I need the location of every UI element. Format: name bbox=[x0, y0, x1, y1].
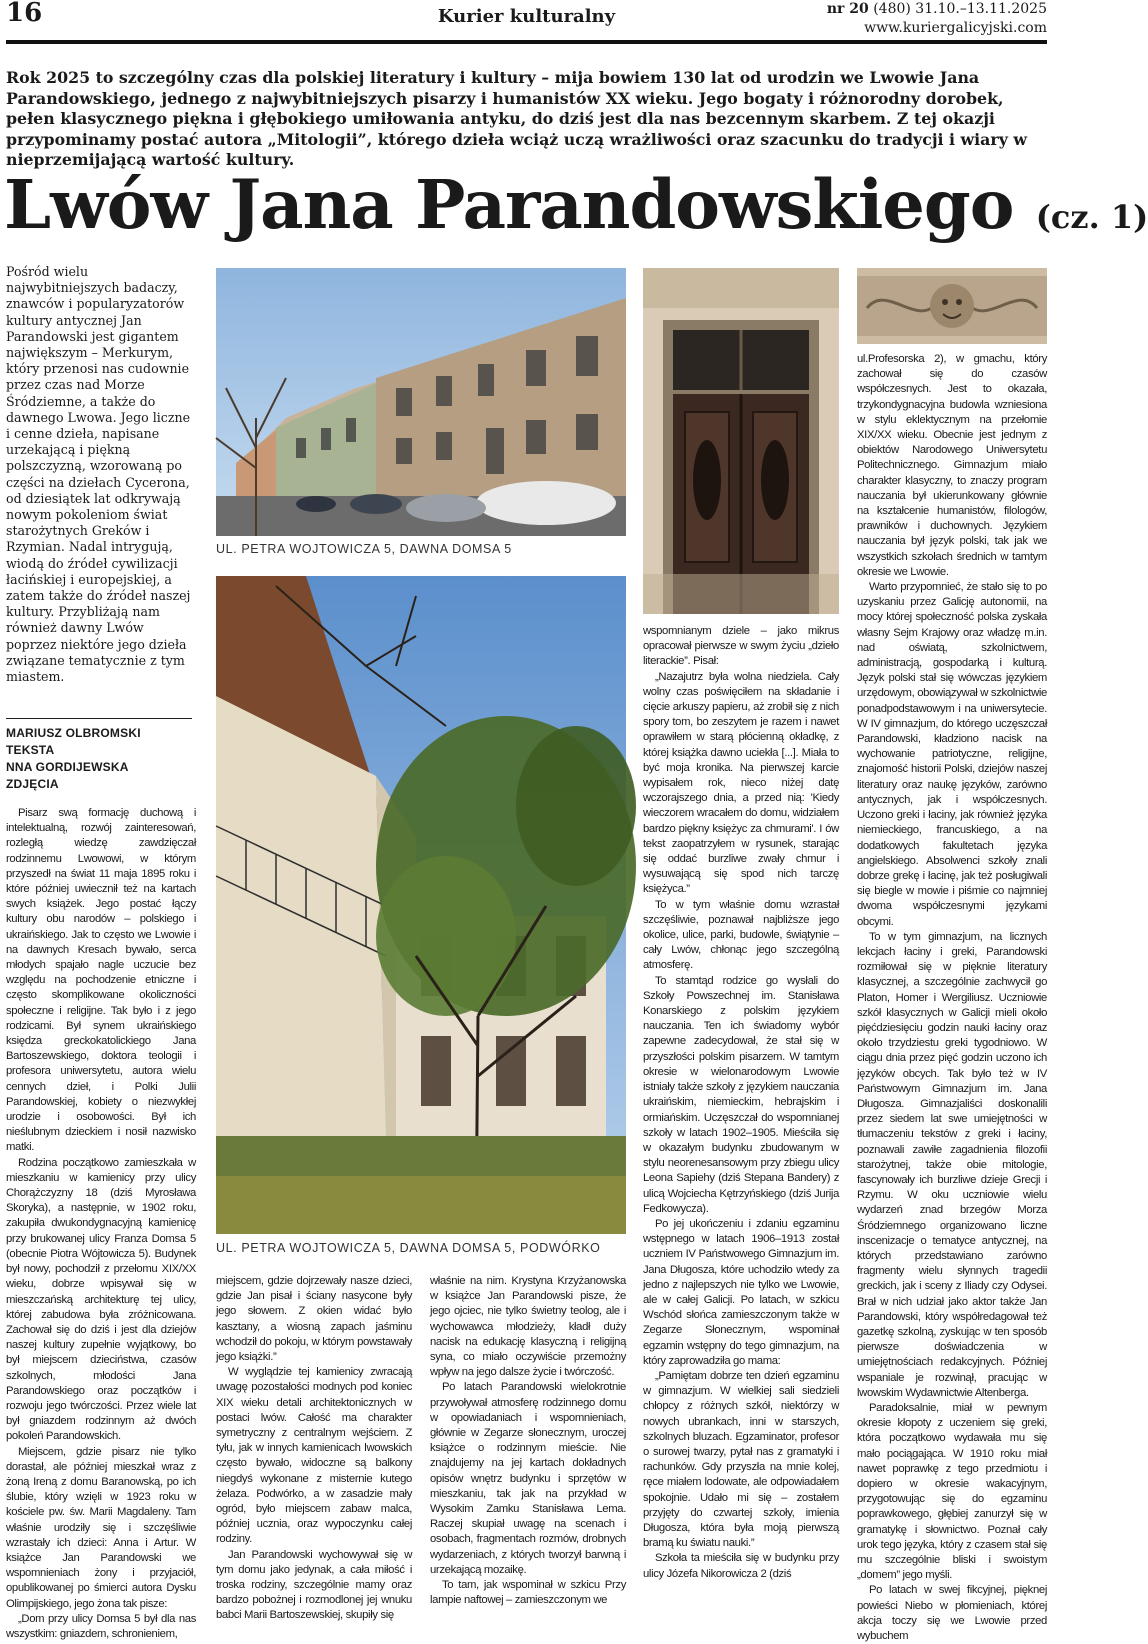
paragraph: wspomnianym dziele – jako mikrus opracował pierwsze w swym życiu „dzieło literackie”. Pisał: bbox=[643, 625, 839, 668]
paragraph: Miejscem, gdzie pisarz nie tylko dorastał, ale później mieszkał wraz z żoną Ireną z domu Baranowską, po ich ślubie, który wzięli w 1923 roku w kościele pw. św. Marii Magdaleny. Tam właśnie urodziły się i szczęśliwie wzrastały ich dzieci: Anna i Artur. W książce Jan Parandowski we wspomnieniach żony i przyjaciół, opublikowanej po śmierci autora Dysku Olimpijskiego, jego żona tak pisze: bbox=[6, 1445, 196, 1610]
website-link[interactable]: www.kuriergalicyjski.com bbox=[864, 20, 1047, 36]
photo1-caption: UL. PETRA WOJTOWICZA 5, DAWNA DOMSA 5 bbox=[216, 542, 512, 556]
column-2 bbox=[216, 1274, 412, 1628]
issue-number: nr 20 bbox=[826, 1, 869, 17]
paragraph: Rodzina początkowo zamieszkała w mieszkaniu w kamienicy przy ulicy Chorążczyzny 18 (dziś Myrosława Skoryka), a następnie, w 1902 roku, zakupiła dwukondygnacyjną kamienicę przy brukowanej ulicy Franza Domsa 5 (obecnie Piotra Wójtowicza 5). Budynek był nowy, pochodził z przełomu XIX/XX wieku, dobrze wpisywał się w mieszczańską architekturę tej ulicy, której zabudowa była zróżnicowana. Zachował się do dziś i jest dla dziejów naszej kultury zupełnie wyjątkowy, bo był miejscem dzieciństwa, czasów szkolnych, młodości Jana Parandowskiego oraz początków i rozwoju jego twórczości. Przez wiele lat był gniazdem rodzinnym aż dwóch pokoleń Parandowskich. bbox=[6, 1156, 196, 1443]
paragraph: To stamtąd rodzice go wysłali do Szkoły Powszechnej im. Stanisława Konarskiego z polskim językiem nauczania. Ten ich świadomy wybór zapewne zadecydował, że stał się w przyszłości polskim pisarzem. W tamtym okresie w wielonarodowym Lwowie istniały także szkoły z językiem nauczania ukraińskim, niemieckim, hebrajskim i ormiańskim. Uczęszczał do wspomnianej szkoły w latach 1902–1905. Mieściła się w okazałym budynku zbudowanym w stylu neorenesansowym przy zbiegu ulicy Leona Sapiehy (dziś Stepana Bandery) z ulicą Wojciecha Kętrzyńskiego (dziś Jurija Fedkowycza). bbox=[643, 974, 839, 1215]
intro-divider bbox=[6, 718, 192, 719]
photographer-name: NNA GORDIJEWSKA bbox=[6, 760, 129, 774]
page-header bbox=[6, 0, 1047, 44]
photo-carved-door bbox=[643, 268, 839, 614]
author-role: TEKSTA bbox=[6, 743, 55, 757]
photographer-role: ZDJĘCIA bbox=[6, 777, 59, 791]
paragraph: Warto przypomnieć, że stało się to po uzyskaniu przez Galicję autonomii, na mocy której społeczność polska zyskała własny Sejm Krajowy oraz władzę m.in. nad oświatą, szkolnictwem, administracją, gospodarką i kulturą. Język polski stał się wówczas językiem urzędowym, obowiązywał w szkolnictwie ponadpodstawowym i na uniwersytecie. W IV gimnazjum, do którego uczęszczał Parandowski, kładziono nacisk na wychowanie patriotyczne, religijne, znajomość historii Polski, dziejów naszej literatury oraz naukę języków, zarówno antycznych, jak i współczesnych. Uczono greki i łaciny, jak również języka niemieckiego, francuskiego, a na dodatkowych fakultetach języka angielskiego. Absolwenci szkoły znali dobrze grekę i łacinę, jak też posługiwali się biegle w mowie i piśmie co najmniej dwoma współczesnymi językami obcymi. bbox=[857, 581, 1047, 928]
paragraph: To tam, jak wspominał w szkicu Przy lampie naftowej – zamieszczonym we bbox=[430, 1579, 626, 1607]
paragraph: To w tym gimnazjum, na licznych lekcjach łaciny i greki, Parandowski rozmiłował się w pięknie literatury klasycznej, a szczególnie zachwycił go Platon, Homer i Wergiliusz. Uczniowie szkół klasycznych w Galicji mieli około pięćdziesięciu godzin nauki łaciny oraz około trzydziestu greki tygodniowo. W ciągu dnia przez pięć godzin uczono ich języków obcych. Tak było też w IV Państwowym Gimnazjum im. Jana Długosza. Gimnazjaliści doskonalili przez siedem lat swe umiejętności w tłumaczeniu tekstów z greki i łaciny, poznawali zawiłe zagadnienia filozofii starożytnej, także obie mitologie, fascynowały ich burzliwe dzieje Grecji i Rzymu. W oku uczniowie wielu wydarzeń znad brzegów Morza Śródziemnego organizowano liczne inscenizacje o tematyce antycznej, na których przedstawiano zarówno fragmenty wielu słynnych tragedii greckich, jak i sceny z Iliady czy Odysei. Brał w nich udział jako aktor także Jan Parandowski, który współredagował też gazetkę szkolną, zyskując w ten sposób pierwsze doświadczenia w umiejętnościach redakcyjnych. Później wspaniale je rozwinął, pracując w lwowskim Wydawnictwie Altenberga. bbox=[857, 930, 1047, 1399]
article-lead: Rok 2025 to szczególny czas dla polskiej literatury i kultury – mija bowiem 130 lat od urodzin we Lwowie Jana Parandowskiego, jednego z najwybitniejszych pisarzy i humanistów XX wieku. Jego bogaty i różnorodny dorobek, pełen klasycznego piękna i głębokiego umiłowania antyku, do dziś jest dla nas bezcennym skarbem. Z tej okazji przypominamy postać autora „Mitologii”, którego dzieła wciąż uczą wrażliwości oraz szacunku do tradycji i wiary w nieprzemijającą wartość kultury. bbox=[6, 68, 1027, 169]
photo2-caption: UL. PETRA WOJTOWICZA 5, DAWNA DOMSA 5, PODWÓRKO bbox=[216, 1241, 601, 1255]
paragraph: W wyglądzie tej kamienicy zwracają uwagę pozostałości modnych pod koniec XIX wieku detali architektonicznych w postaci lwów. Całość ma charakter symetryczny z centralnym wejściem. Z tyłu, jak w innych kamienicach lwowskich często bywało, widoczne są balkony niegdyś wykonane z misternie kutego żelaza. Podwórko, a w zasadzie mały ogród, było miejscem zabaw malca, później ucznia, oraz wypoczynku całej rodziny. bbox=[216, 1366, 412, 1546]
photo-street-facade bbox=[216, 268, 626, 536]
issue-info bbox=[827, 0, 1047, 38]
headline-title: Lwów Jana Parandowskiego bbox=[4, 165, 1014, 244]
column-4 bbox=[643, 624, 839, 1628]
paragraph: „Nazajutrz była wolna niedziela. Cały wolny czas poświęciłem na składanie i cięcie arkuszy papieru, aż zrobił się z nich spory tom, bo zeszytem je razem i nawet oprawiłem w starą płócienną okładkę, z której książka dawno uciekła [...]. Miała to być moja kronika. Na pierwszej karcie wypisałem rok, nieco niżej datę wczorajszego dnia, a przed nią: 'Kiedy wieczorem wracałem do domu, widziałem bardzo piękny księżyc za chmurami'. I ów tekst zaopatrzyłem w rysunek, starając się oddać burzliwe zwały chmur i wysuwającą się spod nich tarczę księżyca.” bbox=[643, 670, 839, 896]
paragraph: Po jej ukończeniu i zdaniu egzaminu wstępnego w latach 1906–1913 został uczniem IV Państwowego Gimnazjum im. Jana Długosza, które uchodziło wtedy za jedno z najlepszych nie tylko we Lwowie, ale w całej Galicji. Po latach, w szkicu Wschód słońca zamieszczonym także w Zegarze Słonecznym, wspominał egzamin wstępny do tego gimnazjum, na który zaprowadziła go mama: bbox=[643, 1217, 839, 1367]
paragraph: Jan Parandowski wychowywał się w tym domu jako jedynak, a cała miłość i troska rodziny, szczególnie mamy oraz bardzo pobożnej i rozmodlonej jej wnuku babci Marii Bartoszewskiej, skupiły się bbox=[216, 1548, 412, 1622]
headline-part: (cz. 1) bbox=[1035, 198, 1148, 236]
paragraph: „Dom przy ulicy Domsa 5 był dla nas wszystkim: gniazdem, schronieniem, bbox=[6, 1612, 196, 1640]
page-number: 16 bbox=[6, 0, 43, 28]
paragraph: Pisarz swą formację duchową i intelektualną, rozwój zainteresowań, rozległą wiedzę zawdzięczał rodzinnemu Lwowowi, w którym przyszedł na świat 11 maja 1895 roku i które później uwiecznił też na kartach swych książek. Jego postać łączy kultury obu narodów – polskiego i ukraińskiego. Jak to często we Lwowie i na dawnych Kresach bywało, serca młodych spajało nagle uczucie bez względu na pochodzenie etniczne i często skomplikowane okoliczności społeczne i religijne. Tak było i z jego rodzicami. Był synem ukraińskiego księdza greckokatolickiego Jana Bartoszewskiego, doktora teologii i profesora uniwersytetu, autora wielu cennych dzieł, i Polki Julii Parandowskiej, kobiety o niezwykłej urodzie i osobowości. Był ich nieślubnym dzieckiem i nosił nazwisko matki. bbox=[6, 807, 196, 1154]
paragraph: Paradoksalnie, miał w pewnym okresie kłopoty z uczeniem się greki, która początkowo wydawała mu się mało pociągająca. W 1910 roku miał nawet poprawkę z tego przedmiotu i dopiero w okresie wakacyjnym, przygotowując się do egzaminu poprawkowego, głębiej zanurzył się w gramatykę i słownictwo. Poznał cały urok tego języka, który z czasem stał się mu szczególnie bliski i swoistym „domem” jego myśli. bbox=[857, 1402, 1047, 1582]
issue-dates: (480) 31.10.–13.11.2025 bbox=[868, 1, 1047, 17]
paragraph: Szkoła ta mieściła się w budynku przy ulicy Józefa Nikorowicza 2 (dziś bbox=[643, 1552, 839, 1580]
article-intro: Pośród wielu najwybitniejszych badaczy, znawców i popularyzatorów kultury antycznej Jan Parandowski jest gigantem największym – Merkurym, który przenosi nas cudownie przez czas nad Morze Śródziemne, a także do dawnego Lwowa. Jego liczne i cenne dzieła, napisane urzekającą i piękną polszczyzną, wzorowaną po części na dziełach Cycerona, od dziesiątek lat odkrywają nowym pokoleniom świat starożytnych Greków i Rzymian. Nadal intrygują, wiodą do źródeł cywilizacji łacińskiej i europejskiej, a zatem także do źródeł naszej kultury. Przybliżają nam również dawny Lwów poprzez niektóre jego dzieła związane tematycznie z tym miastem. bbox=[6, 264, 191, 685]
paragraph: To w tym właśnie domu wzrastał szczęśliwie, poznawał najbliższe jego okolice, ulice, parki, budowle, świątynie – cały Lwów, chłonąc jego szczególną atmosferę. bbox=[643, 898, 839, 972]
photo-lion-relief bbox=[857, 268, 1047, 344]
article-headline bbox=[4, 165, 1148, 257]
publication-section: Kurier kulturalny bbox=[437, 6, 616, 27]
paragraph: Po latach Parandowski wielokrotnie przywoływał atmosferę rodzinnego domu w opowiadaniach i wspomnieniach, głównie w Zegarze słonecznym, uroczej książce o rodzinnym mieście. Nie znajdujemy na jej kartach dokładnych opisów wnętrz budynku i sprzętów w mieszkaniu, tak jak na przykład w Wysokim Zamku Stanisława Lema. Raczej skupiał uwagę na scenach i osobach, fragmentach rozmów, drobnych wydarzeniach, z których tworzył barwną i urzekającą mozaikę. bbox=[430, 1381, 626, 1576]
article-credits bbox=[6, 725, 192, 793]
photo-courtyard bbox=[216, 576, 626, 1234]
paragraph: Po latach w swej fikcyjnej, pięknej powieści Niebo w płomieniach, której akcja toczy się we Lwowie przed wybuchem bbox=[857, 1584, 1047, 1643]
column-5 bbox=[857, 352, 1047, 1643]
author-name: MARIUSZ OLBROMSKI bbox=[6, 726, 141, 740]
paragraph: ul.Profesorska 2), w gmachu, który zachował się do czasów współczesnych. Jest to okazała, trzykondygnacyjna budowla wzniesiona w stylu eklektycznym na przełomie XIX/XX wieku. Obecnie jest jednym z obiektów Narodowego Uniwersytetu Politechnicznego. Gimnazjum miało charakter klasyczny, to znaczy program nauczania był ukierunkowany głównie na kształcenie humanistów, filologów, prawników i duchownych. Językiem nauczania był język polski, tak jak we wszystkich szkołach średnich w tamtym okresie we Lwowie. bbox=[857, 353, 1047, 578]
paragraph: właśnie na nim. Krystyna Krzyżanowska w książce Jan Parandowski pisze, że jego ojciec, nie tylko świetny teolog, ale i wychowawca młodzieży, kładł duży nacisk na edukację klasyczną i religijną syna, co miało oczywiście przemożny wpływ na jego dalsze życie i twórczość. bbox=[430, 1275, 626, 1379]
paragraph: miejscem, gdzie dojrzewały nasze dzieci, gdzie Jan pisał i ściany nasycone były jego słowem. Z okien widać było kasztany, a wiosną zapach jaśminu wchodził do pokoju, w którym powstawały jego książki.” bbox=[216, 1275, 412, 1364]
column-3 bbox=[430, 1274, 626, 1628]
column-1 bbox=[6, 806, 196, 1640]
paragraph: „Pamiętam dobrze ten dzień egzaminu w gimnazjum. W wielkiej sali siedzieli chłopcy z różnych szkół, niektórzy w nowych ubrankach, inni w starszych, szkolnych bluzach. Egzaminator, profesor o surowej twarzy, pytał nas z gramatyki i rachunków. Gdy przyszła na mnie kolej, ręce miałem lodowate, ale odpowiadałem spokojnie. Udało mi się – zostałem przyjęty do czwartej szkoły, imienia Długosza, która była moją pierwszą bramą ku światu nauki.” bbox=[643, 1369, 839, 1550]
